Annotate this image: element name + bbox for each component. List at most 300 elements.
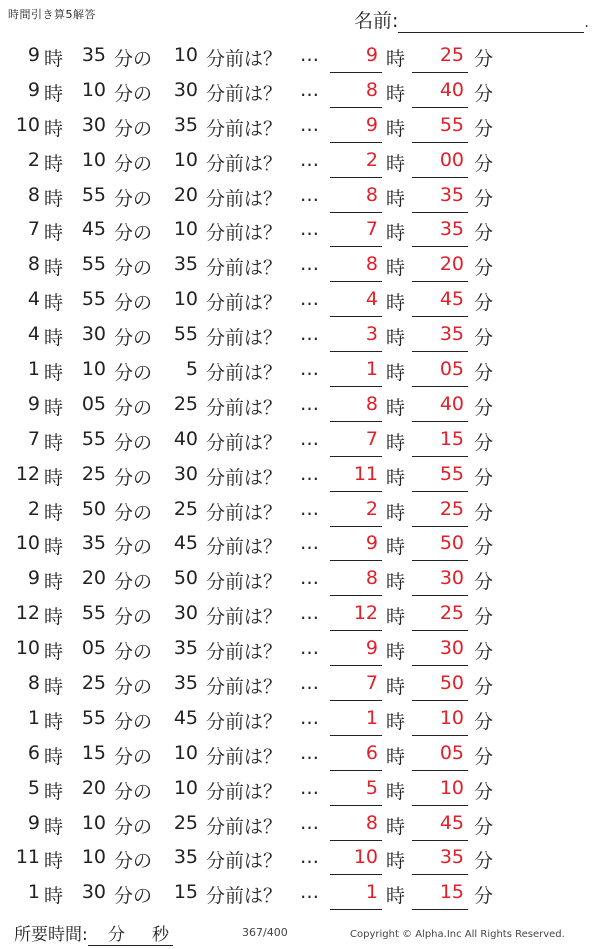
answer-minute-label: 分 bbox=[474, 257, 494, 280]
start-minute: 10 bbox=[81, 358, 106, 381]
answer-minute[interactable]: 55 bbox=[439, 113, 464, 136]
answer-hour-underline bbox=[330, 246, 382, 247]
minute-of-label: 分の bbox=[114, 815, 153, 838]
answer-minute-underline bbox=[412, 212, 468, 213]
start-hour: 7 bbox=[27, 218, 40, 241]
answer-hour[interactable]: 8 bbox=[365, 183, 378, 206]
minutes-before: 10 bbox=[173, 44, 198, 66]
answer-hour-label: 時 bbox=[386, 327, 406, 350]
minutes-before: 10 bbox=[173, 218, 198, 241]
problem-row bbox=[0, 563, 600, 598]
answer-hour-label: 時 bbox=[386, 82, 406, 105]
ellipsis: … bbox=[300, 148, 319, 171]
answer-minute-underline bbox=[412, 142, 468, 143]
name-field[interactable] bbox=[354, 6, 589, 33]
answer-minute[interactable]: 35 bbox=[439, 323, 464, 346]
start-minute: 25 bbox=[81, 672, 106, 695]
answer-minute-label: 分 bbox=[474, 815, 494, 838]
problem-row bbox=[0, 703, 600, 738]
start-minute: 30 bbox=[81, 323, 106, 346]
answer-minute[interactable]: 25 bbox=[439, 602, 464, 625]
start-minute: 35 bbox=[81, 44, 106, 66]
minute-of-label: 分の bbox=[114, 292, 153, 315]
answer-hour-label: 時 bbox=[386, 222, 406, 245]
minute-of-label: 分の bbox=[114, 327, 153, 350]
answer-minute-underline bbox=[412, 491, 468, 492]
minutes-before-question: 分前は？ bbox=[206, 606, 283, 629]
start-minute: 55 bbox=[81, 427, 106, 450]
start-hour: 1 bbox=[27, 881, 40, 904]
ellipsis: … bbox=[300, 218, 319, 241]
minutes-before-question: 分前は？ bbox=[206, 82, 283, 105]
answer-hour-underline bbox=[330, 351, 382, 352]
minutes-before: 45 bbox=[173, 706, 198, 729]
problem-row bbox=[0, 145, 600, 180]
minutes-before-question: 分前は？ bbox=[206, 885, 283, 908]
problem-row bbox=[0, 494, 600, 529]
answer-hour[interactable]: 1 bbox=[365, 706, 378, 729]
hour-label: 時 bbox=[44, 257, 64, 280]
minutes-before: 10 bbox=[173, 741, 198, 764]
ellipsis: … bbox=[300, 706, 319, 729]
start-minute: 25 bbox=[81, 462, 106, 485]
name-label: 名前: bbox=[354, 10, 399, 32]
answer-minute-underline bbox=[412, 735, 468, 736]
answer-hour[interactable]: 8 bbox=[365, 811, 378, 834]
answer-minute[interactable]: 35 bbox=[439, 183, 464, 206]
start-minute: 20 bbox=[81, 776, 106, 799]
hour-label: 時 bbox=[44, 431, 64, 454]
ellipsis: … bbox=[300, 567, 319, 590]
answer-hour-label: 時 bbox=[386, 396, 406, 419]
answer-hour-label: 時 bbox=[386, 117, 406, 140]
minute-of-label: 分の bbox=[114, 850, 153, 873]
answer-minute-label: 分 bbox=[474, 222, 494, 245]
answer-minute-underline bbox=[412, 560, 468, 561]
start-minute: 55 bbox=[81, 288, 106, 311]
answer-minute[interactable]: 40 bbox=[439, 78, 464, 101]
answer-hour-underline bbox=[330, 456, 382, 457]
answer-minute-label: 分 bbox=[474, 676, 494, 699]
minute-of-label: 分の bbox=[114, 222, 153, 245]
problem-row bbox=[0, 110, 600, 145]
answer-hour-label: 時 bbox=[386, 885, 406, 908]
problem-row bbox=[0, 249, 600, 284]
answer-hour-underline bbox=[330, 316, 382, 317]
problem-row bbox=[0, 459, 600, 494]
hour-label: 時 bbox=[44, 815, 64, 838]
minutes-before-question: 分前は？ bbox=[206, 327, 283, 350]
answer-minute[interactable]: 10 bbox=[439, 706, 464, 729]
answer-hour-underline bbox=[330, 386, 382, 387]
hour-label: 時 bbox=[44, 222, 64, 245]
minutes-before: 15 bbox=[173, 881, 198, 904]
start-hour: 9 bbox=[27, 392, 40, 415]
hour-label: 時 bbox=[44, 606, 64, 629]
answer-hour-underline bbox=[330, 491, 382, 492]
start-hour: 8 bbox=[27, 672, 40, 695]
name-line[interactable] bbox=[398, 14, 584, 33]
answer-minute[interactable]: 55 bbox=[439, 462, 464, 485]
ellipsis: … bbox=[300, 532, 319, 555]
ellipsis: … bbox=[300, 253, 319, 276]
start-hour: 4 bbox=[27, 288, 40, 311]
minute-of-label: 分の bbox=[114, 431, 153, 454]
answer-hour[interactable]: 8 bbox=[365, 253, 378, 276]
ellipsis: … bbox=[300, 288, 319, 311]
problem-row bbox=[0, 180, 600, 215]
problem-row bbox=[0, 40, 600, 75]
answer-hour-underline bbox=[330, 107, 382, 108]
minute-of-label: 分の bbox=[114, 257, 153, 280]
start-hour: 8 bbox=[27, 183, 40, 206]
elapsed-time-field[interactable] bbox=[88, 920, 173, 946]
answer-hour-underline bbox=[330, 142, 382, 143]
ellipsis: … bbox=[300, 462, 319, 485]
answer-hour[interactable]: 11 bbox=[353, 462, 378, 485]
answer-hour[interactable]: 2 bbox=[365, 497, 378, 520]
minutes-before: 45 bbox=[173, 532, 198, 555]
start-minute: 10 bbox=[81, 811, 106, 834]
answer-hour-underline bbox=[330, 805, 382, 806]
minutes-before: 5 bbox=[185, 358, 198, 381]
minutes-before-question: 分前は？ bbox=[206, 536, 283, 559]
minutes-before-question: 分前は？ bbox=[206, 780, 283, 803]
start-hour: 7 bbox=[27, 427, 40, 450]
problem-row bbox=[0, 528, 600, 563]
problem-row bbox=[0, 773, 600, 808]
answer-minute-underline bbox=[412, 421, 468, 422]
answer-minute-underline bbox=[412, 874, 468, 875]
hour-label: 時 bbox=[44, 780, 64, 803]
problem-row bbox=[0, 424, 600, 459]
ellipsis: … bbox=[300, 811, 319, 834]
minutes-before-question: 分前は？ bbox=[206, 48, 283, 70]
minute-of-label: 分の bbox=[114, 606, 153, 629]
minutes-before: 25 bbox=[173, 392, 198, 415]
answer-minute-label: 分 bbox=[474, 466, 494, 489]
answer-minute[interactable]: 45 bbox=[439, 288, 464, 311]
problem-row bbox=[0, 842, 600, 877]
answer-minute-label: 分 bbox=[474, 641, 494, 664]
answer-minute[interactable]: 30 bbox=[439, 567, 464, 590]
hour-label: 時 bbox=[44, 571, 64, 594]
ellipsis: … bbox=[300, 637, 319, 660]
answer-minute[interactable]: 15 bbox=[439, 881, 464, 904]
start-hour: 5 bbox=[27, 776, 40, 799]
copyright: Copyright © Alpha.Inc All Rights Reserved. bbox=[350, 929, 565, 940]
answer-hour[interactable]: 9 bbox=[365, 637, 378, 660]
answer-minute[interactable]: 25 bbox=[439, 497, 464, 520]
minutes-before: 25 bbox=[173, 811, 198, 834]
ellipsis: … bbox=[300, 881, 319, 904]
hour-label: 時 bbox=[44, 676, 64, 699]
answer-hour[interactable]: 8 bbox=[365, 78, 378, 101]
answer-minute[interactable]: 00 bbox=[439, 148, 464, 171]
minutes-before: 35 bbox=[173, 113, 198, 136]
answer-minute-underline bbox=[412, 107, 468, 108]
elapsed-time-label: 所要時間: bbox=[14, 925, 88, 945]
minutes-before-question: 分前は？ bbox=[206, 745, 283, 768]
answer-hour-underline bbox=[330, 72, 382, 73]
minute-of-label: 分の bbox=[114, 745, 153, 768]
answer-minute[interactable]: 50 bbox=[439, 672, 464, 695]
start-hour: 4 bbox=[27, 323, 40, 346]
answer-minute[interactable]: 35 bbox=[439, 846, 464, 869]
answer-hour[interactable]: 5 bbox=[365, 776, 378, 799]
answer-hour[interactable]: 12 bbox=[353, 602, 378, 625]
minute-of-label: 分の bbox=[114, 780, 153, 803]
answer-hour-underline bbox=[330, 770, 382, 771]
answer-hour-underline bbox=[330, 700, 382, 701]
minute-of-label: 分の bbox=[114, 187, 153, 210]
start-minute: 55 bbox=[81, 253, 106, 276]
answer-hour-underline bbox=[330, 735, 382, 736]
start-minute: 15 bbox=[81, 741, 106, 764]
minutes-before-question: 分前は？ bbox=[206, 710, 283, 733]
ellipsis: … bbox=[300, 323, 319, 346]
answer-hour[interactable]: 9 bbox=[365, 44, 378, 66]
problem-row bbox=[0, 808, 600, 843]
answer-minute-label: 分 bbox=[474, 710, 494, 733]
answer-minute-underline bbox=[412, 246, 468, 247]
answer-hour-underline bbox=[330, 560, 382, 561]
answer-hour-label: 時 bbox=[386, 571, 406, 594]
answer-minute[interactable]: 25 bbox=[439, 44, 464, 66]
start-minute: 05 bbox=[81, 392, 106, 415]
answer-minute-underline bbox=[412, 177, 468, 178]
start-hour: 6 bbox=[27, 741, 40, 764]
start-minute: 20 bbox=[81, 567, 106, 590]
start-minute: 10 bbox=[81, 78, 106, 101]
answer-minute-label: 分 bbox=[474, 187, 494, 210]
minutes-before-question: 分前は？ bbox=[206, 466, 283, 489]
answer-hour-underline bbox=[330, 526, 382, 527]
answer-minute-underline bbox=[412, 805, 468, 806]
hour-label: 時 bbox=[44, 82, 64, 105]
hour-label: 時 bbox=[44, 466, 64, 489]
answer-hour-label: 時 bbox=[386, 48, 406, 70]
start-hour: 8 bbox=[27, 253, 40, 276]
minutes-before: 35 bbox=[173, 253, 198, 276]
answer-hour[interactable]: 1 bbox=[365, 881, 378, 904]
answer-hour-label: 時 bbox=[386, 187, 406, 210]
answer-minute-label: 分 bbox=[474, 152, 494, 175]
ellipsis: … bbox=[300, 741, 319, 764]
worksheet-title: 時間引き算5解答 bbox=[8, 8, 96, 21]
answer-hour-label: 時 bbox=[386, 780, 406, 803]
start-hour: 10 bbox=[15, 532, 40, 555]
minutes-before-question: 分前は？ bbox=[206, 641, 283, 664]
answer-minute-underline bbox=[412, 909, 468, 910]
answer-hour[interactable]: 3 bbox=[365, 323, 378, 346]
hour-label: 時 bbox=[44, 501, 64, 524]
hour-label: 時 bbox=[44, 187, 64, 210]
answer-hour[interactable]: 7 bbox=[365, 218, 378, 241]
hour-label: 時 bbox=[44, 850, 64, 873]
ellipsis: … bbox=[300, 427, 319, 450]
answer-hour-underline bbox=[330, 281, 382, 282]
start-hour: 1 bbox=[27, 706, 40, 729]
answer-hour[interactable]: 7 bbox=[365, 427, 378, 450]
answer-minute[interactable]: 15 bbox=[439, 427, 464, 450]
start-hour: 1 bbox=[27, 358, 40, 381]
answer-minute-label: 分 bbox=[474, 292, 494, 315]
answer-hour[interactable]: 10 bbox=[353, 846, 378, 869]
answer-minute[interactable]: 50 bbox=[439, 532, 464, 555]
answer-hour[interactable]: 9 bbox=[365, 113, 378, 136]
minutes-before-question: 分前は？ bbox=[206, 257, 283, 280]
answer-minute-underline bbox=[412, 351, 468, 352]
answer-hour-label: 時 bbox=[386, 815, 406, 838]
answer-minute[interactable]: 10 bbox=[439, 776, 464, 799]
answer-minute-underline bbox=[412, 595, 468, 596]
start-minute: 55 bbox=[81, 602, 106, 625]
answer-minute-label: 分 bbox=[474, 327, 494, 350]
ellipsis: … bbox=[300, 44, 319, 66]
minutes-before: 55 bbox=[173, 323, 198, 346]
answer-hour[interactable]: 1 bbox=[365, 358, 378, 381]
start-minute: 10 bbox=[81, 846, 106, 869]
answer-minute-label: 分 bbox=[474, 362, 494, 385]
answer-minute-label: 分 bbox=[474, 850, 494, 873]
answer-minute[interactable]: 20 bbox=[439, 253, 464, 276]
problem-row bbox=[0, 284, 600, 319]
answer-hour[interactable]: 6 bbox=[365, 741, 378, 764]
ellipsis: … bbox=[300, 497, 319, 520]
ellipsis: … bbox=[300, 78, 319, 101]
minute-of-label: 分の bbox=[114, 641, 153, 664]
answer-hour-underline bbox=[330, 909, 382, 910]
answer-hour-label: 時 bbox=[386, 745, 406, 768]
start-minute: 10 bbox=[81, 148, 106, 171]
minutes-before: 10 bbox=[173, 288, 198, 311]
answer-minute[interactable]: 30 bbox=[439, 637, 464, 660]
minutes-before-question: 分前は？ bbox=[206, 152, 283, 175]
answer-hour-underline bbox=[330, 212, 382, 213]
answer-hour[interactable]: 7 bbox=[365, 672, 378, 695]
hour-label: 時 bbox=[44, 292, 64, 315]
ellipsis: … bbox=[300, 358, 319, 381]
minutes-before: 30 bbox=[173, 78, 198, 101]
answer-minute-label: 分 bbox=[474, 536, 494, 559]
problem-row bbox=[0, 738, 600, 773]
answer-hour-label: 時 bbox=[386, 292, 406, 315]
problem-row bbox=[0, 668, 600, 703]
minute-of-label: 分の bbox=[114, 885, 153, 908]
minute-of-label: 分の bbox=[114, 82, 153, 105]
start-hour: 10 bbox=[15, 637, 40, 660]
answer-minute-label: 分 bbox=[474, 885, 494, 908]
problem-row bbox=[0, 877, 600, 912]
start-hour: 9 bbox=[27, 811, 40, 834]
answer-minute-label: 分 bbox=[474, 431, 494, 454]
start-hour: 2 bbox=[27, 148, 40, 171]
problem-row bbox=[0, 389, 600, 424]
answer-hour-underline bbox=[330, 840, 382, 841]
minute-of-label: 分の bbox=[114, 152, 153, 175]
answer-hour-label: 時 bbox=[386, 641, 406, 664]
minutes-before: 10 bbox=[173, 148, 198, 171]
start-hour: 12 bbox=[15, 462, 40, 485]
answer-hour-underline bbox=[330, 595, 382, 596]
answer-hour[interactable]: 8 bbox=[365, 567, 378, 590]
start-hour: 12 bbox=[15, 602, 40, 625]
start-minute: 55 bbox=[81, 706, 106, 729]
answer-hour-label: 時 bbox=[386, 710, 406, 733]
ellipsis: … bbox=[300, 183, 319, 206]
answer-minute-underline bbox=[412, 770, 468, 771]
answer-minute[interactable]: 05 bbox=[439, 741, 464, 764]
minutes-before: 35 bbox=[173, 637, 198, 660]
minutes-before-question: 分前は？ bbox=[206, 850, 283, 873]
answer-minute-label: 分 bbox=[474, 606, 494, 629]
answer-hour-underline bbox=[330, 421, 382, 422]
answer-hour[interactable]: 9 bbox=[365, 532, 378, 555]
answer-hour-label: 時 bbox=[386, 466, 406, 489]
hour-label: 時 bbox=[44, 152, 64, 175]
answer-minute-label: 分 bbox=[474, 396, 494, 419]
minute-of-label: 分の bbox=[114, 501, 153, 524]
minutes-before-question: 分前は？ bbox=[206, 222, 283, 245]
ellipsis: … bbox=[300, 602, 319, 625]
minutes-before-question: 分前は？ bbox=[206, 501, 283, 524]
minute-of-label: 分の bbox=[114, 396, 153, 419]
answer-minute-label: 分 bbox=[474, 48, 494, 70]
answer-minute[interactable]: 05 bbox=[439, 358, 464, 381]
ellipsis: … bbox=[300, 392, 319, 415]
minutes-before-question: 分前は？ bbox=[206, 117, 283, 140]
minutes-before: 30 bbox=[173, 462, 198, 485]
answer-minute-underline bbox=[412, 700, 468, 701]
answer-hour-label: 時 bbox=[386, 606, 406, 629]
hour-label: 時 bbox=[44, 745, 64, 768]
name-end-dot: . bbox=[584, 15, 589, 31]
answer-minute[interactable]: 35 bbox=[439, 218, 464, 241]
answer-hour-underline bbox=[330, 177, 382, 178]
minutes-before: 30 bbox=[173, 602, 198, 625]
minutes-before-question: 分前は？ bbox=[206, 362, 283, 385]
answer-minute[interactable]: 40 bbox=[439, 392, 464, 415]
minutes-label: 分 bbox=[107, 925, 125, 945]
answer-minute-label: 分 bbox=[474, 571, 494, 594]
hour-label: 時 bbox=[44, 362, 64, 385]
minutes-before-question: 分前は？ bbox=[206, 571, 283, 594]
hour-label: 時 bbox=[44, 710, 64, 733]
seconds-label: 秒 bbox=[151, 925, 169, 945]
answer-hour[interactable]: 2 bbox=[365, 148, 378, 171]
answer-minute-underline bbox=[412, 72, 468, 73]
minutes-before: 35 bbox=[173, 846, 198, 869]
start-minute: 30 bbox=[81, 113, 106, 136]
answer-hour-label: 時 bbox=[386, 676, 406, 699]
answer-minute-label: 分 bbox=[474, 745, 494, 768]
minute-of-label: 分の bbox=[114, 117, 153, 140]
answer-minute[interactable]: 45 bbox=[439, 811, 464, 834]
answer-hour[interactable]: 4 bbox=[365, 288, 378, 311]
minutes-before-question: 分前は？ bbox=[206, 187, 283, 210]
answer-minute-underline bbox=[412, 456, 468, 457]
answer-minute-label: 分 bbox=[474, 82, 494, 105]
answer-hour[interactable]: 8 bbox=[365, 392, 378, 415]
minute-of-label: 分の bbox=[114, 48, 153, 70]
answer-minute-label: 分 bbox=[474, 501, 494, 524]
minutes-before-question: 分前は？ bbox=[206, 396, 283, 419]
start-minute: 35 bbox=[81, 532, 106, 555]
ellipsis: … bbox=[300, 776, 319, 799]
answer-minute-underline bbox=[412, 316, 468, 317]
answer-hour-label: 時 bbox=[386, 536, 406, 559]
